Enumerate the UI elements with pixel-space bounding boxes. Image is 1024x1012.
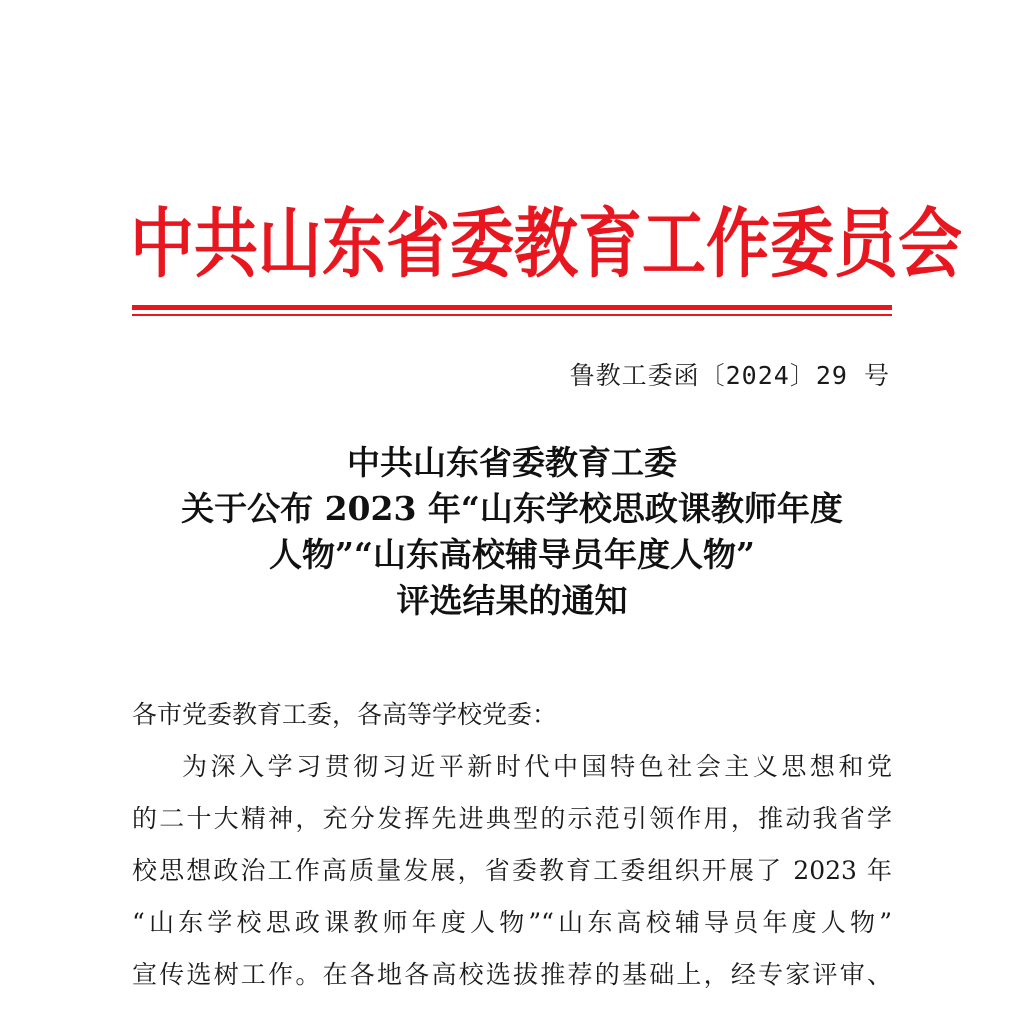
- document-body: [132, 700, 892, 1012]
- letterhead-divider-thin: [132, 314, 892, 316]
- letterhead-char: 山: [258, 200, 322, 289]
- letterhead-char: 员: [834, 200, 898, 289]
- letterhead-char: 作: [706, 200, 770, 289]
- paragraph-line: 为深入学习贯彻习近平新时代中国特色社会主义思想和党: [182, 752, 892, 781]
- letterhead-char: 委: [770, 200, 834, 289]
- letterhead-char: 育: [578, 200, 642, 289]
- letterhead-char: 委: [450, 200, 514, 289]
- organization-letterhead: [130, 195, 962, 295]
- letterhead-char: 东: [322, 200, 386, 289]
- title-line: 评选结果的通知: [396, 581, 628, 620]
- document-title: [112, 440, 912, 624]
- paragraph-line: 校思想政治工作高质量发展，省委教育工委组织开展了 2023 年: [132, 856, 892, 885]
- document-number: 鲁教工委函〔2024〕29 号: [569, 361, 890, 390]
- paragraph-line: 的二十大精神，充分发挥先进典型的示范引领作用，推动我省学: [132, 804, 892, 833]
- letterhead-char: 共: [194, 200, 258, 289]
- letterhead-divider-thick: [132, 305, 892, 310]
- title-line: 关于公布 2023 年“山东学校思政课教师年度: [181, 489, 843, 528]
- title-line: 中共山东省委教育工委: [347, 443, 677, 482]
- paragraph-line: 宣传选树工作。在各地各高校选拔推荐的基础上，经专家评审、: [132, 960, 892, 989]
- letterhead-char: 会: [898, 200, 962, 289]
- letterhead-char: 中: [130, 200, 194, 289]
- letterhead-char: 工: [642, 200, 706, 289]
- letterhead-char: 省: [386, 200, 450, 289]
- paragraph-line: “山东学校思政课教师年度人物”“山东高校辅导员年度人物”: [132, 908, 892, 937]
- letterhead-char: 教: [514, 200, 578, 289]
- salutation: 各市党委教育工委，各高等学校党委：: [132, 700, 558, 729]
- title-line: 人物”“山东高校辅导员年度人物”: [269, 535, 755, 574]
